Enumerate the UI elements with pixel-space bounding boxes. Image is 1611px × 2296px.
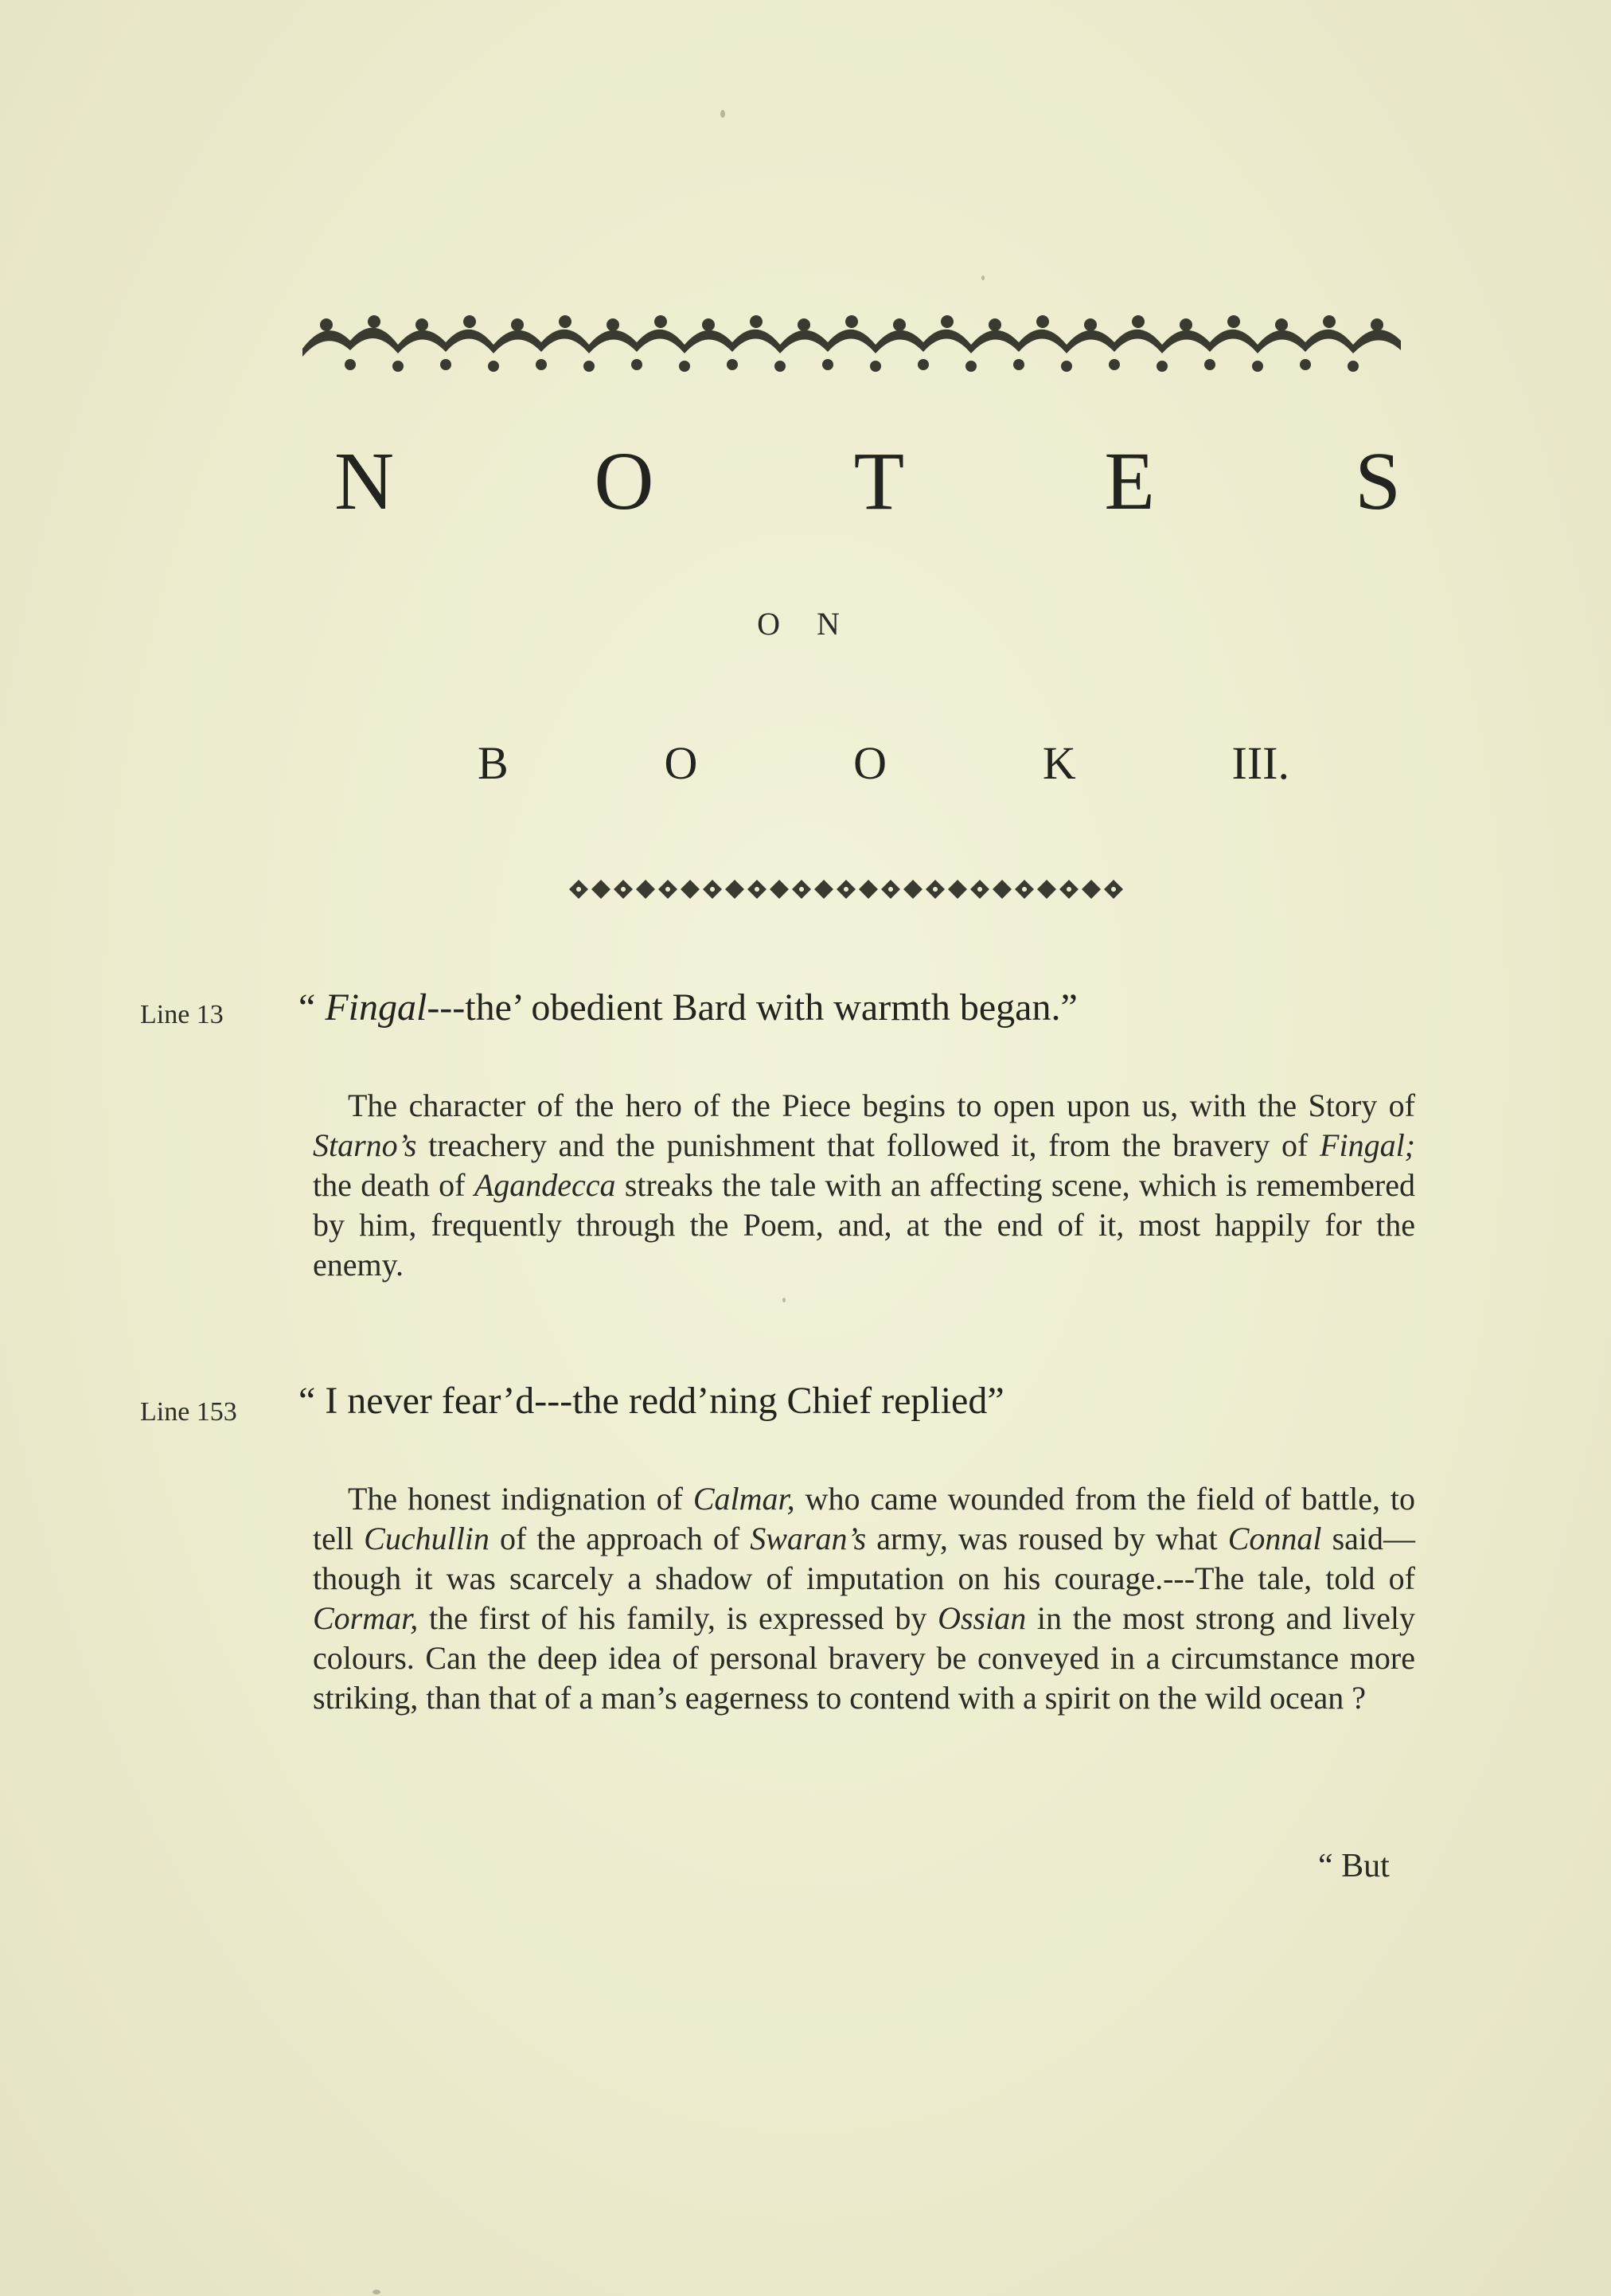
paragraph-text: The character of the hero of the Piece begins to open upon us, with the Story of [348,1087,1415,1123]
note-quote [298,1379,1004,1423]
title-letter: O [594,435,654,527]
quote-mark: “ [298,1380,326,1422]
page-title [334,434,1401,529]
italic-name: Fingal; [1320,1127,1415,1163]
paragraph-text: said—though it was scarcely a shadow of imputation on his courage.---The tale, told of [313,1521,1415,1596]
line-reference: Line 13 [140,1000,224,1029]
book-letter: K [1042,737,1076,789]
quote-mark: “ [298,986,326,1029]
quote-text: ---the’ obedient Bard with warmth began.” [427,986,1078,1029]
floral-ornament-top [295,301,1409,373]
italic-name: Cormar, [313,1600,419,1636]
catchword: “ But [1318,1848,1390,1884]
italic-name: Cuchullin [364,1521,490,1556]
divider-ornament [569,872,1126,907]
paragraph-text: The honest indignation of [348,1481,693,1517]
italic-name: Calmar, [692,1481,795,1517]
subtitle-on: O N [757,606,854,642]
paragraph-text: who came wounded from the field of battle, to tell [313,1481,1415,1556]
paragraph-text: in the most strong and lively colours. Can the deep idea of personal bravery be conveyed in a circumstance more striking, than that of a man’s eagerness to contend with a spirit on the wild ocean ? [313,1600,1416,1716]
paragraph-text: treachery and the punishment that followed it, from the bravery of [416,1127,1320,1163]
italic-name: Swaran’s [750,1521,867,1556]
paragraph-text: streaks the tale with an affecting scene, which is remembered by him, frequently through the Poem, and, at the end of it, most happily for the enemy. [313,1167,1416,1283]
paper-speck [720,110,725,118]
book-heading [478,736,1289,790]
note-quote [298,986,1078,1029]
paragraph-text: the first of his family, is expressed by [418,1600,938,1636]
book-letter: O [853,737,887,789]
paper-speck [981,275,985,280]
book-letter: III. [1231,737,1289,789]
quote-text: I never fear’d---the redd’ning Chief replied” [325,1380,1004,1422]
note-paragraph [313,1086,1415,1285]
book-letter: O [664,737,698,789]
note-paragraph [313,1479,1415,1718]
italic-name: Ossian [938,1600,1027,1636]
quote-italic: Fingal [325,986,427,1029]
paragraph-text: the death of [313,1167,474,1203]
italic-name: Connal [1227,1521,1322,1556]
paper-speck [782,1298,786,1302]
paper-speck [373,2290,380,2294]
paragraph-text: of the approach of [489,1521,751,1556]
paragraph-text: army, was roused by what [866,1521,1228,1556]
title-letter: E [1104,435,1155,527]
italic-name: Agandecca [474,1167,616,1203]
title-letter: S [1355,435,1401,527]
title-letter: N [334,435,395,527]
italic-name: Starno’s [313,1127,417,1163]
line-reference: Line 153 [140,1397,237,1427]
title-letter: T [853,435,905,527]
book-letter: B [478,737,509,789]
